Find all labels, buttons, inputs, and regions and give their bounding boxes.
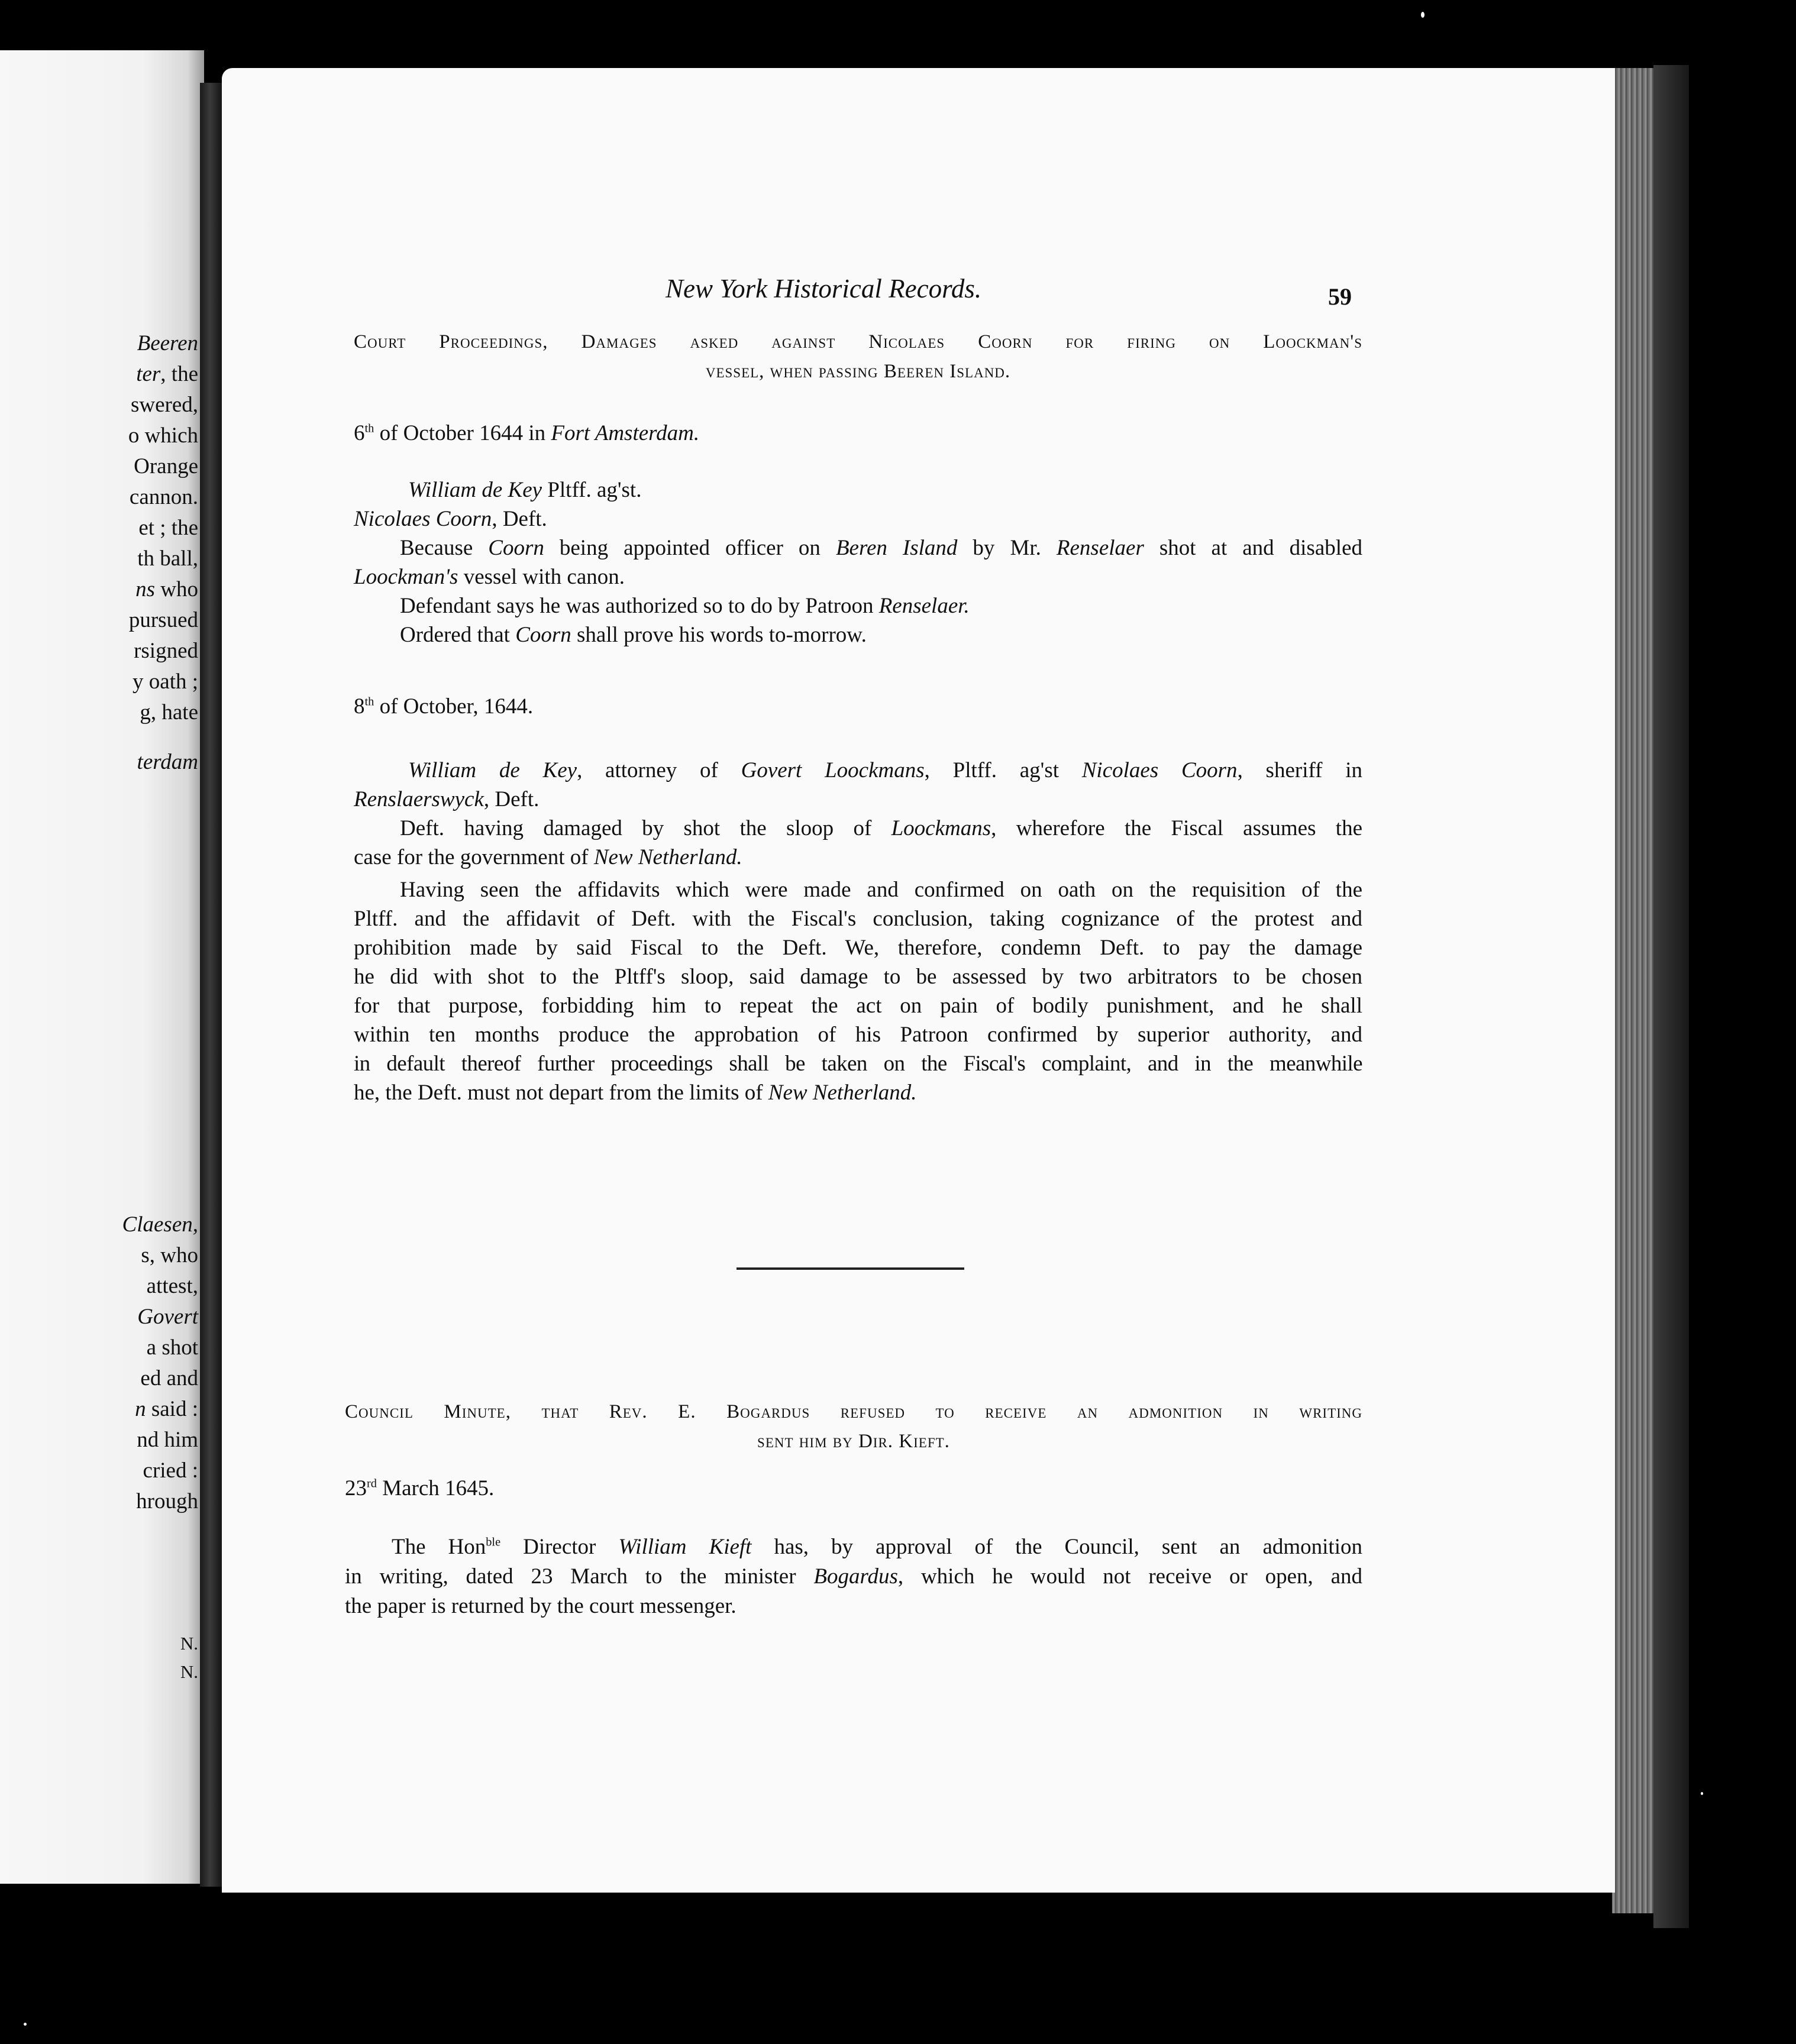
text-run-italic: Renselaer. [878,594,970,618]
left-page-fragment-italic: ns [135,577,156,601]
text-run: by Mr. [957,536,1057,560]
left-page-fragment: cried : [143,1458,198,1483]
body-line: in default thereof further proceedings shall be taken on the Fiscal's complaint, and in the meanwhile [354,1052,1362,1076]
book-gutter [200,83,225,1887]
text-run: , Deft. [483,787,540,811]
text-run: , attorney of [577,758,741,782]
left-page-fragment: terdam [137,750,198,774]
section-heading-line: Court Proceedings, Damages asked against Nicolaes Coorn for firing on Loockman's [354,331,1362,352]
text-run: shall prove his words to-morrow. [571,623,867,647]
body-line: for that purpose, forbidding him to repeat the act on pain of bodily punishment, and he shall [354,994,1362,1018]
text-run: shot at and disabled [1144,536,1362,560]
section-heading [345,1399,1362,1425]
entry-date [354,420,699,447]
date-text: of October 1644 in [374,421,551,445]
body-line [354,786,539,813]
body-line: he did with shot to the Pltff's sloop, said damage to be assessed by two arbitrators to be chosen [354,965,1362,989]
left-page-fragment-italic: n [135,1397,146,1421]
date-place: Fort Amsterdam. [551,421,700,445]
text-run: , which he would not receive or open, and [897,1564,1362,1589]
section-heading [345,1428,1362,1454]
date-text: of October, 1644. [374,694,534,719]
text-run: , sheriff in [1237,758,1362,782]
section-heading [354,358,1362,384]
date-day: 8 [354,694,365,719]
left-page-fragment: g, hate [140,700,198,725]
body-line [354,564,625,591]
left-page-fragment: a shot [146,1335,198,1360]
body-line [400,535,1362,562]
text-run-italic: Coorn [515,623,571,647]
left-page-fragment: hrough [136,1489,198,1513]
section-heading [354,329,1362,355]
plaintiff-name: William de Key [408,478,542,502]
text-run: Ordered that [400,623,516,647]
text-run-italic: Renslaerswyck [354,787,484,811]
section-heading-line: sent him by Dir. Kieft. [757,1431,950,1452]
left-page-fragment: Claesen, [122,1212,198,1237]
left-page-fragment: cannon. [129,485,198,509]
text-run: The Hon [392,1535,486,1559]
text-run-superscript: ble [486,1535,501,1549]
left-page-fragment: et ; the [138,516,198,540]
body-line: within ten months produce the approbation of his Patroon confirmed by superior authority, and [354,1023,1362,1047]
text-run-italic: Beren Island [835,536,958,560]
body-line [400,622,867,649]
body-line: prohibition made by said Fiscal to the Deft. We, therefore, condemn Deft. to pay the damage [354,936,1362,960]
left-page-fragment: N. [180,1661,198,1682]
text-run: Defendant says he was authorized so to do by Patroon [400,594,879,618]
scan-speck [24,2023,27,2026]
text-run: case for the government of [354,845,594,869]
section-divider [737,1267,964,1270]
text-run-italic: New Netherland. [768,1081,917,1105]
body-line [400,815,1362,842]
text-run: Deft. having damaged by shot the sloop of [400,816,891,840]
text-run-italic: Nicolaes Coorn [1081,758,1238,782]
book-cover-edge [1653,65,1689,1928]
date-day: 6 [354,421,365,445]
left-page-fragment: ter, the [136,362,198,386]
body-line [408,757,1362,784]
left-page-fragment: nd him [137,1428,198,1452]
left-page-fragment-italic: ter [136,362,161,386]
page-number: 59 [1328,283,1352,310]
body-line [392,1534,1362,1561]
left-page-fragment: Beeren [137,331,198,355]
left-facing-page [0,50,204,1884]
running-head: New York Historical Records. [666,274,982,303]
text-run: Director [500,1535,619,1559]
left-page-fragment: rsigned [134,639,198,663]
date-text: March 1645. [376,1476,495,1500]
case-text: Pltff. ag'st. [542,478,642,502]
section-heading-line: Council Minute, that Rev. E. Bogardus refused to receive an admonition in writing [345,1401,1362,1422]
left-page-fragment: ed and [140,1366,198,1390]
date-suffix: th [364,422,374,435]
date-suffix: th [364,695,374,709]
scan-speck [1421,12,1424,18]
left-page-fragment: s, who [141,1243,198,1267]
case-line [354,506,547,533]
left-page-fragment: swered, [130,393,198,417]
text-run: , Pltff. ag'st [924,758,1082,782]
body-line [354,844,742,871]
text-run-italic: Govert Loockmans [741,758,925,782]
text-run-italic: New Netherland. [593,845,742,869]
date-day: 23 [345,1476,367,1500]
body-line [354,1079,917,1107]
body-line: Having seen the affidavits which were made and confirmed on oath on the requisition of the [400,878,1362,902]
date-suffix: rd [367,1477,377,1490]
text-run-italic: Bogardus [813,1564,898,1589]
text-run: being appointed officer on [544,536,836,560]
left-page-fragment: N. [180,1633,198,1654]
left-page-fragment: Govert [137,1305,198,1329]
left-page-fragment: attest, [146,1274,198,1298]
text-run-italic: Loockmans [891,816,991,840]
text-run: he, the Deft. must not depart from the limits of [354,1081,768,1105]
section-heading-line: vessel, when passing Beeren Island. [705,361,1011,382]
scan-speck [1701,1792,1703,1795]
left-page-fragment: Orange [134,454,198,478]
text-run: , wherefore the Fiscal assumes the [991,816,1363,840]
case-line [408,477,641,504]
left-page-fragment: th ball, [137,546,198,571]
body-line: Pltff. and the affidavit of Deft. with the Fiscal's conclusion, taking cognizance of the protest and [354,907,1362,931]
page-edges [1612,68,1653,1913]
entry-date [345,1475,494,1502]
text-run-italic: William Kieft [618,1535,752,1559]
left-page-fragment: o which [128,423,198,448]
case-text: , Deft. [492,507,547,531]
body-line [345,1563,1362,1590]
text-run: in writing, dated 23 March to the minister [345,1564,814,1589]
text-run: has, by approval of the Council, sent an admonition [751,1535,1362,1559]
text-run-italic: Renselaer [1056,536,1144,560]
defendant-name: Nicolaes Coorn [354,507,492,531]
left-page-fragment: pursued [128,608,198,632]
left-page-fragment: n said : [135,1397,198,1421]
text-run-italic: William de Key [408,758,577,782]
text-run-italic: Loockman's [354,565,458,589]
text-run-italic: Coorn [488,536,544,560]
left-page-fragment: ns who [135,577,198,601]
body-line: the paper is returned by the court messenger. [345,1594,737,1618]
entry-date [354,693,533,720]
text-run: Because [400,536,489,560]
left-page-fragment: y oath ; [133,670,198,694]
body-line [400,593,970,620]
text-run: vessel with canon. [458,565,625,589]
